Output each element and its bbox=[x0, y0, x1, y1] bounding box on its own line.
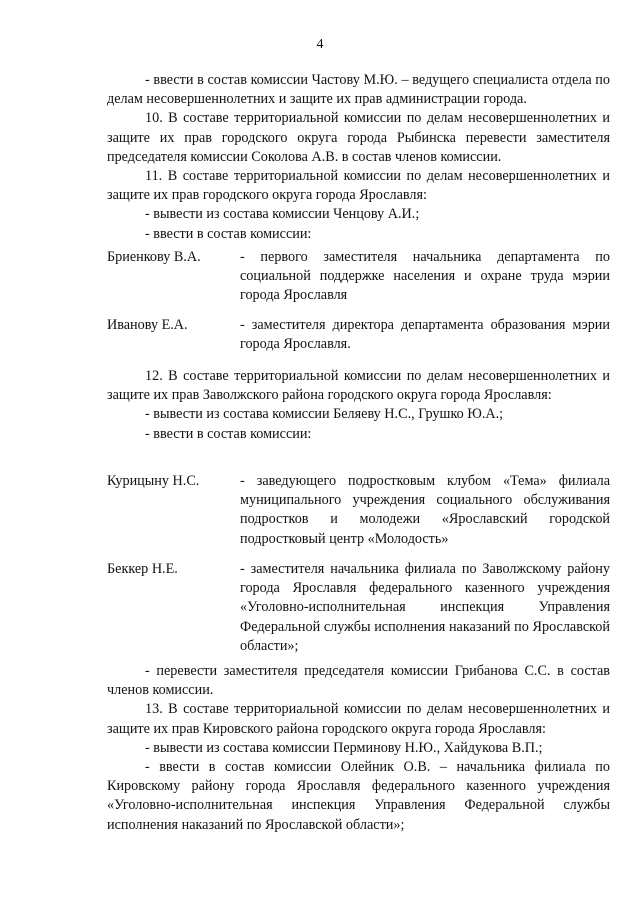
paragraph: 11. В составе территориальной комиссии по делам несовершеннолетних и защите их прав городского округа города Ярославля: bbox=[107, 168, 610, 204]
page-number: 4 bbox=[316, 37, 324, 52]
paragraph: - ввести в состав комиссии Частову М.Ю. – ведущего специалиста отдела по делам несовершеннолетних и защите их прав администрации города. bbox=[107, 72, 610, 108]
paragraph: - вывести из состава комиссии Ченцову А.И.; bbox=[145, 206, 420, 223]
paragraph: - вывести из состава комиссии Беляеву Н.С., Грушко Ю.А.; bbox=[145, 406, 504, 423]
section-9-10-11 bbox=[107, 71, 610, 244]
member-name: Иванову Е.А. bbox=[107, 317, 188, 333]
member-position: - первого заместителя начальника департамента по социальной поддержке населения и охране труда мэрии города Ярославля bbox=[240, 249, 610, 304]
paragraph: - ввести в состав комиссии Олейник О.В. – начальника филиала по Кировскому району города Ярославля федерального казенного учреждения «Уголовно-исполнительная инспекция Управления Федеральной службы исполнения наказаний по Ярославской области»; bbox=[107, 759, 610, 833]
member-name: Беккер Н.Е. bbox=[107, 561, 178, 577]
member-name: Курицыну Н.С. bbox=[107, 473, 200, 489]
paragraph: - ввести в состав комиссии: bbox=[145, 225, 312, 242]
member-position: - заведующего подростковым клубом «Тема» филиала муниципального учреждения социального обслуживания подростков и молодежи «Ярославский городской подростковый центр «Молодость» bbox=[240, 473, 610, 547]
paragraph: - ввести в состав комиссии: bbox=[145, 425, 312, 442]
member-name: Бриенкову В.А. bbox=[107, 249, 201, 265]
paragraph: 10. В составе территориальной комиссии по делам несовершеннолетних и защите их прав городского округа города Рыбинска перевести заместителя председателя комиссии Соколова А.В. в состав членов комиссии. bbox=[107, 110, 610, 165]
paragraph: 12. В составе территориальной комиссии по делам несовершеннолетних и защите их прав Заволжского района городского округа города Ярославля: bbox=[107, 368, 610, 404]
section-12-end-13 bbox=[107, 662, 610, 835]
paragraph: - перевести заместителя председателя комиссии Грибанова С.С. в состав членов комиссии. bbox=[107, 663, 610, 699]
paragraph: 13. В составе территориальной комиссии по делам несовершеннолетних и защите их прав Кировского района городского округа города Ярославля: bbox=[107, 701, 610, 737]
member-position: - заместителя начальника филиала по Заволжскому району города Ярославля федерального казенного учреждения «Уголовно-исполнительная инспекция Управления Федеральной службы исполнения наказаний по Ярославской области»; bbox=[240, 561, 610, 654]
paragraph: - вывести из состава комиссии Перминову Н.Ю., Хайдукова В.П.; bbox=[145, 739, 543, 756]
member-position: - заместителя директора департамента образования мэрии города Ярославля. bbox=[240, 317, 610, 353]
section-12 bbox=[107, 367, 610, 444]
